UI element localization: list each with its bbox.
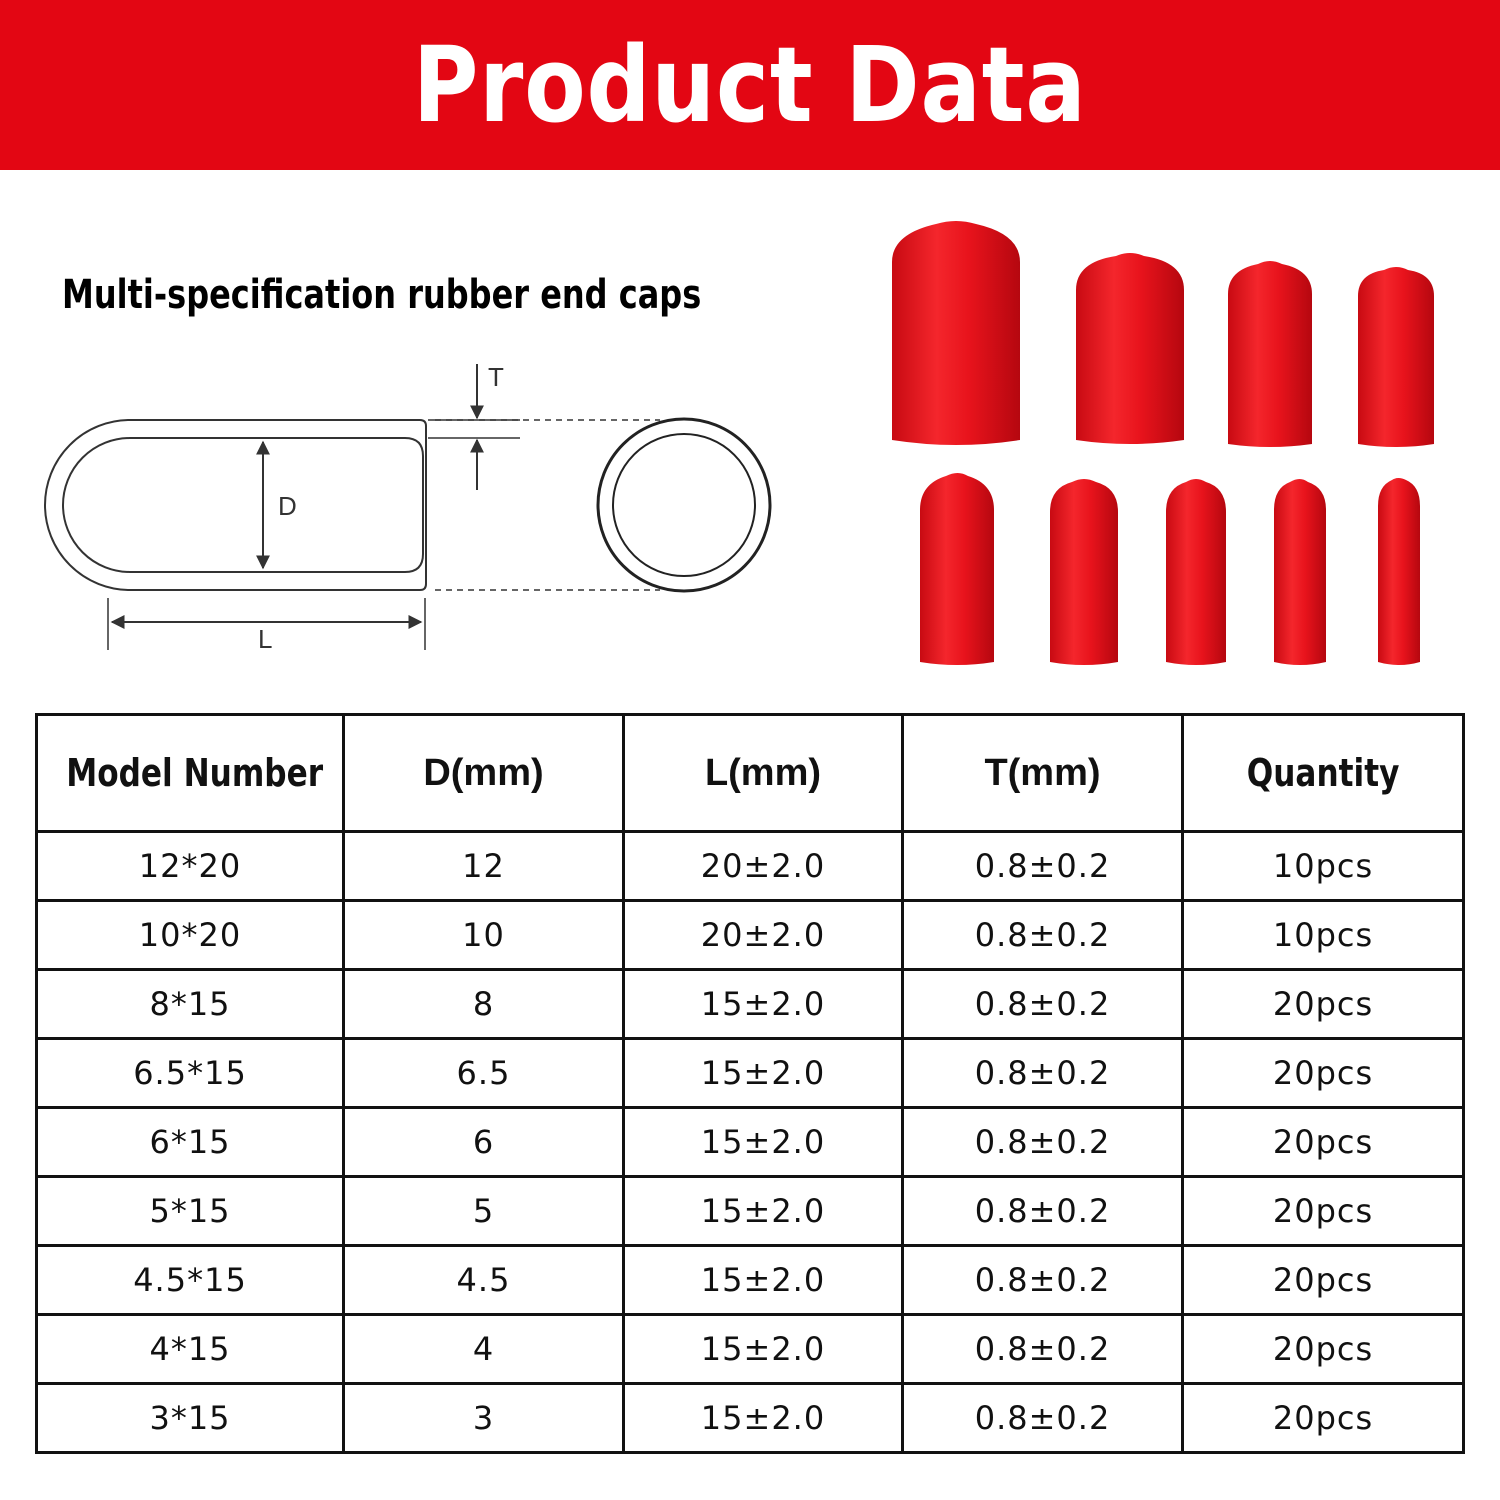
table-row: [37, 1246, 1464, 1315]
d-dimension: [263, 442, 297, 568]
dimension-diagram: [0, 340, 820, 680]
cap-end-view: [435, 419, 770, 591]
cell-model: 8*15: [37, 970, 344, 1039]
cell-d: 4.5: [344, 1246, 624, 1315]
table-row: [37, 1108, 1464, 1177]
t-label: T: [488, 362, 504, 392]
table-row: [37, 901, 1464, 970]
cell-quantity: 20pcs: [1183, 1315, 1464, 1384]
cell-d: 3: [344, 1384, 624, 1453]
cell-t: 0.8±0.2: [903, 1039, 1183, 1108]
cell-model: 12*20: [37, 832, 344, 901]
spec-table: [35, 713, 1465, 1454]
cell-quantity: 20pcs: [1183, 1039, 1464, 1108]
l-dimension: [108, 598, 425, 654]
cell-l: 15±2.0: [624, 1177, 903, 1246]
cell-d: 4: [344, 1315, 624, 1384]
cell-d: 5: [344, 1177, 624, 1246]
cell-model: 6*15: [37, 1108, 344, 1177]
red-end-cap: [1050, 479, 1118, 665]
cell-d: 10: [344, 901, 624, 970]
cell-l: 15±2.0: [624, 1246, 903, 1315]
end-caps-photo: [860, 200, 1480, 690]
cell-t: 0.8±0.2: [903, 832, 1183, 901]
cell-d: 12: [344, 832, 624, 901]
cell-l: 15±2.0: [624, 1384, 903, 1453]
cell-model: 3*15: [37, 1384, 344, 1453]
page-title: Product Data: [413, 24, 1087, 146]
column-header-quantity: Quantity: [1183, 715, 1464, 832]
red-end-cap: [892, 221, 1020, 445]
cell-quantity: 20pcs: [1183, 1177, 1464, 1246]
cap-side-profile: [45, 420, 426, 590]
cell-t: 0.8±0.2: [903, 1246, 1183, 1315]
cell-quantity: 20pcs: [1183, 1384, 1464, 1453]
column-header-l: L(mm): [624, 715, 903, 832]
cell-d: 6: [344, 1108, 624, 1177]
cell-quantity: 20pcs: [1183, 1108, 1464, 1177]
table-row: [37, 832, 1464, 901]
d-label: D: [278, 491, 297, 521]
cell-l: 15±2.0: [624, 1039, 903, 1108]
table-row: [37, 1384, 1464, 1453]
table-row: [37, 1039, 1464, 1108]
table-row: [37, 970, 1464, 1039]
cell-quantity: 20pcs: [1183, 1246, 1464, 1315]
table-row: [37, 1177, 1464, 1246]
cell-l: 15±2.0: [624, 970, 903, 1039]
cell-l: 15±2.0: [624, 1315, 903, 1384]
cell-t: 0.8±0.2: [903, 1315, 1183, 1384]
cell-d: 6.5: [344, 1039, 624, 1108]
cell-t: 0.8±0.2: [903, 1108, 1183, 1177]
cell-model: 4.5*15: [37, 1246, 344, 1315]
column-header-t: T(mm): [903, 715, 1183, 832]
red-end-cap: [1228, 261, 1312, 447]
cell-model: 6.5*15: [37, 1039, 344, 1108]
red-end-cap: [920, 473, 994, 665]
red-end-cap: [1076, 253, 1184, 444]
red-end-cap: [1358, 267, 1434, 447]
cell-model: 10*20: [37, 901, 344, 970]
cell-quantity: 20pcs: [1183, 970, 1464, 1039]
l-label: L: [258, 624, 273, 654]
cell-l: 20±2.0: [624, 832, 903, 901]
cell-t: 0.8±0.2: [903, 901, 1183, 970]
product-subtitle: Multi-specification rubber end caps: [62, 272, 702, 318]
cell-quantity: 10pcs: [1183, 901, 1464, 970]
cell-quantity: 10pcs: [1183, 832, 1464, 901]
red-end-cap: [1166, 479, 1226, 665]
table-row: [37, 1315, 1464, 1384]
table-header-row: [37, 715, 1464, 832]
cell-t: 0.8±0.2: [903, 970, 1183, 1039]
cell-l: 20±2.0: [624, 901, 903, 970]
cell-model: 5*15: [37, 1177, 344, 1246]
t-dimension: [428, 362, 520, 490]
cell-t: 0.8±0.2: [903, 1177, 1183, 1246]
cell-model: 4*15: [37, 1315, 344, 1384]
column-header-d: D(mm): [344, 715, 624, 832]
cell-l: 15±2.0: [624, 1108, 903, 1177]
cell-d: 8: [344, 970, 624, 1039]
column-header-model: Model Number: [37, 715, 344, 832]
cell-t: 0.8±0.2: [903, 1384, 1183, 1453]
red-end-cap: [1378, 478, 1420, 665]
red-end-cap: [1274, 479, 1326, 665]
header-banner: [0, 0, 1500, 170]
